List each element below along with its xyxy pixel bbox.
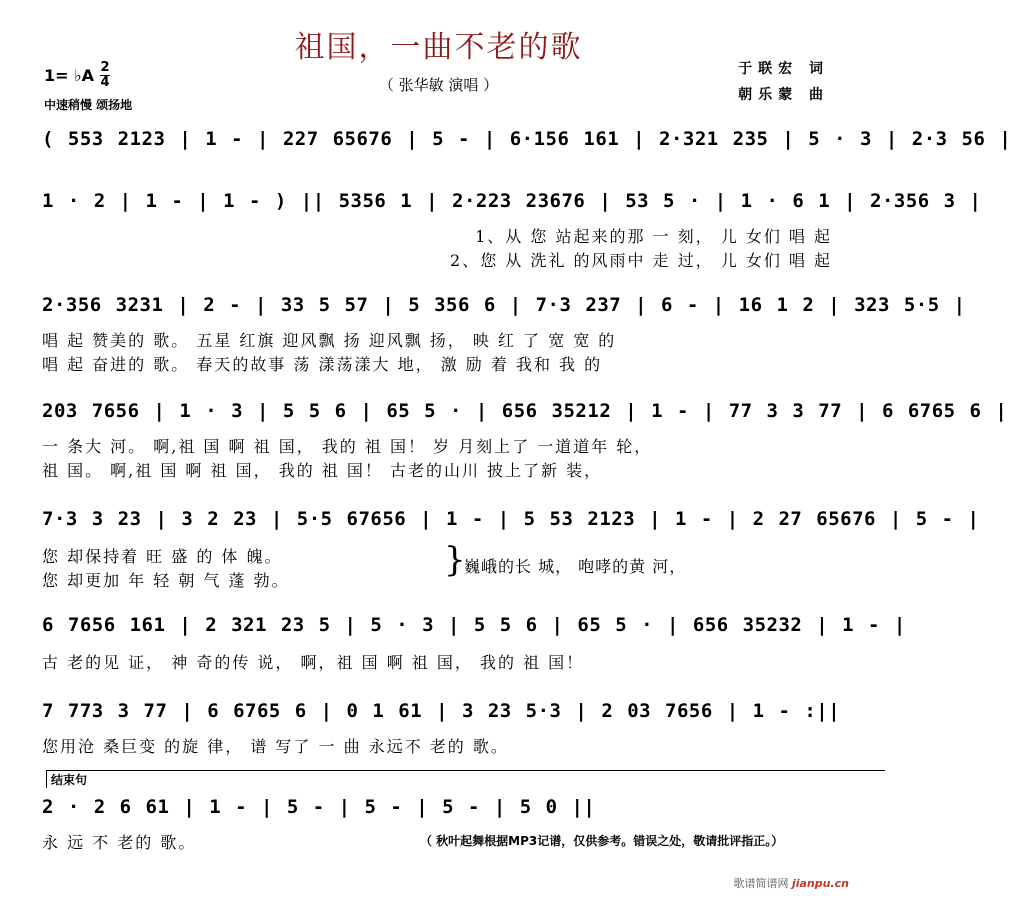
lyric-line-8: 永 远 不 老的 歌。 — [42, 833, 197, 852]
lyric-line-4-verse-1: 一 条大 河。 啊,祖 国 啊 祖 国， 我的 祖 国！ 岁 月刻上了 一道道年 轮， — [42, 437, 653, 456]
score-line-7: 7 773 3 77 | 6 6765 6 | 0 1 61 | 3 23 5·3 | 2 03 7656 | 1 - :|| — [42, 700, 841, 722]
lyric-line-2-verse-2: 2、您 从 洗礼 的风雨中 走 过， 儿 女们 唱 起 — [450, 251, 832, 270]
lyric-line-7: 您用沧 桑巨变 的旋 律， 谱 写了 一 曲 永远不 老的 歌。 — [42, 737, 509, 756]
lyric-line-6: 古 老的见 证， 神 奇的传 说， 啊，祖 国 啊 祖 国， 我的 祖 国！ — [42, 653, 585, 672]
verse-brace: } — [444, 540, 466, 580]
transcriber-footnote: （ 秋叶起舞根据MP3记谱，仅供参考。错误之处，敬请批评指正。） — [420, 834, 784, 848]
score-line-5: 7·3 3 23 | 3 2 23 | 5·5 67656 | 1 - | 5 53 2123 | 1 - | 2 27 65676 | 5 - | — [42, 508, 980, 530]
watermark-site: jianpu.cn — [791, 877, 849, 890]
lyric-line-5-shared: 巍峨的长 城， 咆哮的黄 河， — [464, 557, 687, 576]
coda-label: 结束句 — [46, 770, 885, 788]
site-watermark — [733, 875, 849, 891]
lyric-line-3-verse-2: 唱 起 奋进的 歌。 春天的故事 荡 漾荡漾大 地， 激 励 着 我和 我 的 — [42, 355, 603, 374]
key-signature: 1= ♭A — [44, 66, 95, 85]
singer-credit: （ 张华敏 演唱 ） — [378, 76, 499, 94]
lyric-line-5-verse-1: 您 却保持着 旺 盛 的 体 魄。 — [42, 547, 283, 566]
composer-credit: 朝乐蒙 曲 — [738, 87, 829, 103]
score-line-8: 2 · 2 6 61 | 1 - | 5 - | 5 - | 5 - | 5 0 || — [42, 796, 596, 818]
lyric-line-5-verse-2: 您 却更加 年 轻 朝 气 蓬 勃。 — [42, 571, 290, 590]
score-line-6: 6 7656 161 | 2 321 23 5 | 5 · 3 | 5 5 6 | 65 5 · | 656 35232 | 1 - | — [42, 614, 906, 636]
meter-top: 2 — [100, 60, 110, 75]
lyricist-credit: 于联宏 词 — [738, 61, 829, 77]
score-line-3: 2·356 3231 | 2 - | 33 5 57 | 5 356 6 | 7·3 237 | 6 - | 16 1 2 | 323 5·5 | — [42, 294, 966, 316]
song-title: 祖国，一曲不老的歌 — [294, 30, 583, 65]
score-line-4: 203 7656 | 1 · 3 | 5 5 6 | 65 5 · | 656 35212 | 1 - | 77 3 3 77 | 6 6765 6 | — [42, 400, 1008, 422]
lyric-line-3-verse-1: 唱 起 赞美的 歌。 五星 红旗 迎风飘 扬 迎风飘 扬， 映 红 了 宽 宽 的 — [42, 331, 617, 350]
lyric-line-4-verse-2: 祖 国。 啊,祖 国 啊 祖 国， 我的 祖 国！ 古老的山川 披上了新 装， — [42, 461, 603, 480]
time-signature — [100, 62, 110, 89]
meter-bottom: 4 — [100, 75, 110, 90]
tempo-marking: 中速稍慢 颂扬地 — [44, 98, 133, 112]
score-line-2: 1 · 2 | 1 - | 1 - ) || 5356 1 | 2·223 23676 | 53 5 · | 1 · 6 1 | 2·356 3 | — [42, 190, 982, 212]
watermark-text: 歌谱简谱网 — [733, 877, 789, 890]
score-line-1: ( 553 2123 | 1 - | 227 65676 | 5 - | 6·156 161 | 2·321 235 | 5 · 3 | 2·3 56 | — [42, 128, 1011, 150]
lyric-line-2-verse-1: 1、从 您 站起来的那 一 刻， 儿 女们 唱 起 — [475, 227, 832, 246]
